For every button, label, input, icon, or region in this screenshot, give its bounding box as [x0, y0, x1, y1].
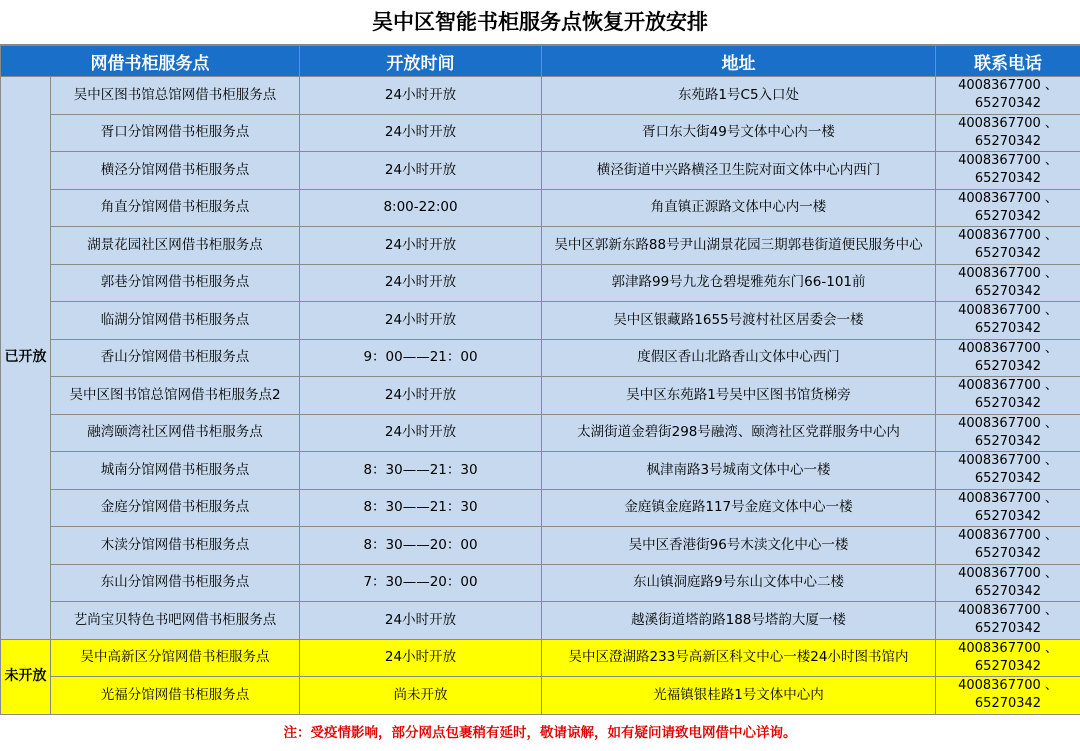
table-row	[1, 414, 1080, 452]
cell-phone: 4008367700 、65270342	[936, 227, 1080, 265]
cell-hours: 9：00——21：00	[300, 339, 542, 377]
cell-hours: 24小时开放	[300, 602, 542, 640]
cell-hours: 24小时开放	[300, 414, 542, 452]
cell-service-point: 吴中高新区分馆网借书柜服务点	[51, 639, 300, 677]
cell-address: 光福镇银桂路1号文体中心内	[542, 677, 936, 715]
cell-service-point: 湖景花园社区网借书柜服务点	[51, 227, 300, 265]
cell-address: 枫津南路3号城南文体中心一楼	[542, 452, 936, 490]
table-row	[1, 677, 1080, 715]
cell-service-point: 吴中区图书馆总馆网借书柜服务点	[51, 77, 300, 115]
cell-address: 横泾街道中兴路横泾卫生院对面文体中心内西门	[542, 152, 936, 190]
service-points-table	[0, 45, 1080, 715]
cell-service-point: 城南分馆网借书柜服务点	[51, 452, 300, 490]
cell-address: 吴中区香港街96号木渎文化中心一楼	[542, 527, 936, 565]
cell-address: 角直镇正源路文体中心内一楼	[542, 189, 936, 227]
cell-address: 吴中区东苑路1号吴中区图书馆货梯旁	[542, 377, 936, 415]
table-row	[1, 227, 1080, 265]
cell-phone: 4008367700 、65270342	[936, 414, 1080, 452]
cell-address: 吴中区银藏路1655号渡村社区居委会一楼	[542, 302, 936, 340]
cell-hours: 24小时开放	[300, 264, 542, 302]
table-row	[1, 152, 1080, 190]
table-row	[1, 452, 1080, 490]
cell-service-point: 横泾分馆网借书柜服务点	[51, 152, 300, 190]
page-title: 吴中区智能书柜服务点恢复开放安排	[0, 0, 1080, 45]
cell-hours: 8：30——21：30	[300, 489, 542, 527]
table-row	[1, 302, 1080, 340]
cell-phone: 4008367700 、65270342	[936, 639, 1080, 677]
status-group-label: 已开放	[1, 77, 51, 640]
table-row	[1, 114, 1080, 152]
cell-phone: 4008367700 、65270342	[936, 152, 1080, 190]
cell-hours: 8：30——20：00	[300, 527, 542, 565]
cell-phone: 4008367700 、65270342	[936, 77, 1080, 115]
cell-service-point: 临湖分馆网借书柜服务点	[51, 302, 300, 340]
cell-service-point: 艺尚宝贝特色书吧网借书柜服务点	[51, 602, 300, 640]
table-row	[1, 602, 1080, 640]
cell-hours: 24小时开放	[300, 77, 542, 115]
cell-address: 郭津路99号九龙仓碧堤雅苑东门66-101前	[542, 264, 936, 302]
header-address: 地址	[542, 46, 936, 77]
cell-address: 东山镇洞庭路9号东山文体中心二楼	[542, 564, 936, 602]
cell-service-point: 融湾颐湾社区网借书柜服务点	[51, 414, 300, 452]
cell-service-point: 木渎分馆网借书柜服务点	[51, 527, 300, 565]
cell-service-point: 吴中区图书馆总馆网借书柜服务点2	[51, 377, 300, 415]
table-row	[1, 377, 1080, 415]
header-hours: 开放时间	[300, 46, 542, 77]
table-row	[1, 564, 1080, 602]
cell-phone: 4008367700 、65270342	[936, 564, 1080, 602]
cell-address: 金庭镇金庭路117号金庭文体中心一楼	[542, 489, 936, 527]
table-row	[1, 264, 1080, 302]
cell-hours: 24小时开放	[300, 152, 542, 190]
cell-hours: 7：30——20：00	[300, 564, 542, 602]
cell-address: 度假区香山北路香山文体中心西门	[542, 339, 936, 377]
cell-service-point: 金庭分馆网借书柜服务点	[51, 489, 300, 527]
cell-hours: 24小时开放	[300, 114, 542, 152]
table-header-row	[1, 46, 1080, 77]
cell-hours: 24小时开放	[300, 639, 542, 677]
cell-service-point: 胥口分馆网借书柜服务点	[51, 114, 300, 152]
table-body	[1, 77, 1080, 715]
cell-phone: 4008367700 、65270342	[936, 677, 1080, 715]
cell-phone: 4008367700 、65270342	[936, 302, 1080, 340]
cell-phone: 4008367700 、65270342	[936, 489, 1080, 527]
cell-address: 胥口东大街49号文体中心内一楼	[542, 114, 936, 152]
status-group-label: 未开放	[1, 639, 51, 714]
cell-service-point: 角直分馆网借书柜服务点	[51, 189, 300, 227]
table-row	[1, 339, 1080, 377]
header-service-point: 网借书柜服务点	[1, 46, 300, 77]
table-row	[1, 77, 1080, 115]
table-row	[1, 527, 1080, 565]
cell-hours: 24小时开放	[300, 302, 542, 340]
cell-service-point: 光福分馆网借书柜服务点	[51, 677, 300, 715]
table-row	[1, 489, 1080, 527]
cell-address: 吴中区澄湖路233号高新区科文中心一楼24小时图书馆内	[542, 639, 936, 677]
cell-address: 太湖街道金碧街298号融湾、颐湾社区党群服务中心内	[542, 414, 936, 452]
cell-phone: 4008367700 、65270342	[936, 339, 1080, 377]
header-phone: 联系电话	[936, 46, 1080, 77]
cell-hours: 8：30——21：30	[300, 452, 542, 490]
cell-address: 吴中区郭新东路88号尹山湖景花园三期郭巷街道便民服务中心	[542, 227, 936, 265]
cell-service-point: 香山分馆网借书柜服务点	[51, 339, 300, 377]
cell-service-point: 东山分馆网借书柜服务点	[51, 564, 300, 602]
cell-phone: 4008367700 、65270342	[936, 264, 1080, 302]
cell-address: 东苑路1号C5入口处	[542, 77, 936, 115]
cell-phone: 4008367700 、65270342	[936, 114, 1080, 152]
cell-phone: 4008367700 、65270342	[936, 189, 1080, 227]
cell-phone: 4008367700 、65270342	[936, 452, 1080, 490]
cell-hours: 8:00-22:00	[300, 189, 542, 227]
footer-note: 注：受疫情影响，部分网点包裹稍有延时，敬请谅解，如有疑问请致电网借中心详询。	[0, 715, 1080, 751]
cell-phone: 4008367700 、65270342	[936, 377, 1080, 415]
cell-address: 越溪街道塔韵路188号塔韵大厦一楼	[542, 602, 936, 640]
table-row	[1, 189, 1080, 227]
cell-hours: 24小时开放	[300, 377, 542, 415]
table-row	[1, 639, 1080, 677]
cell-phone: 4008367700 、65270342	[936, 527, 1080, 565]
cell-hours: 尚未开放	[300, 677, 542, 715]
cell-phone: 4008367700 、65270342	[936, 602, 1080, 640]
cell-hours: 24小时开放	[300, 227, 542, 265]
cell-service-point: 郭巷分馆网借书柜服务点	[51, 264, 300, 302]
